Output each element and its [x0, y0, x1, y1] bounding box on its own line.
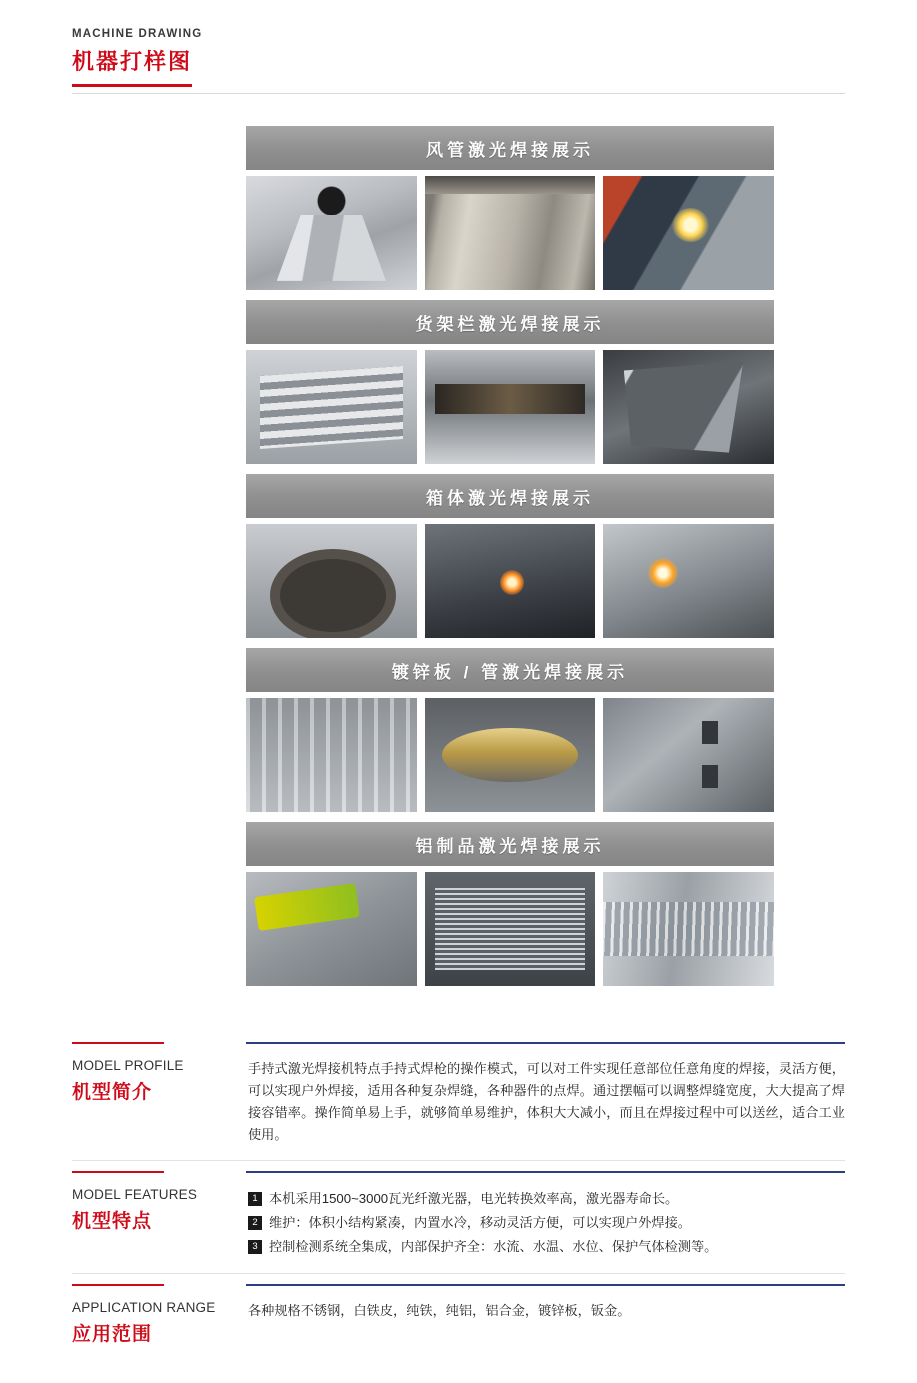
gallery-row	[246, 698, 774, 812]
gallery-group	[246, 300, 774, 464]
info-sections	[72, 1032, 845, 1360]
gallery-photo	[425, 350, 596, 464]
gallery-photo	[425, 524, 596, 638]
gallery-photo	[246, 872, 417, 986]
gallery-photo	[603, 350, 774, 464]
gallery-row	[246, 176, 774, 290]
section-body	[246, 1042, 845, 1146]
gallery-photo	[603, 176, 774, 290]
list-item-text: 维护：体积小结构紧凑，内置水冷，移动灵活方便，可以实现户外焊接。	[269, 1215, 691, 1230]
list-item	[248, 1235, 845, 1259]
section-label-en: APPLICATION RANGE	[72, 1300, 216, 1315]
gallery-group	[246, 474, 774, 638]
list-marker: 1	[248, 1192, 262, 1206]
list-item	[248, 1187, 845, 1211]
header-divider	[72, 93, 845, 94]
gallery-photo	[246, 350, 417, 464]
section-model-features	[72, 1160, 845, 1273]
section-label	[72, 1284, 246, 1346]
list-item-text: 本机采用1500~3000瓦光纤激光器，电光转换效率高，激光器寿命长。	[269, 1191, 679, 1206]
section-label	[72, 1042, 246, 1146]
gallery-photo	[603, 698, 774, 812]
gallery-group-title: 货架栏激光焊接展示	[246, 300, 774, 344]
gallery-group-title: 箱体激光焊接展示	[246, 474, 774, 518]
gallery-group	[246, 648, 774, 812]
gallery-photo	[425, 872, 596, 986]
feature-list	[248, 1187, 845, 1259]
section-label-cn: 机型简介	[72, 1082, 153, 1103]
page-title-cn: 机器打样图	[72, 49, 193, 74]
section-label-en: MODEL PROFILE	[72, 1058, 184, 1073]
gallery-row	[246, 524, 774, 638]
gallery	[246, 126, 774, 996]
gallery-row	[246, 872, 774, 986]
section-label-cn: 机型特点	[72, 1211, 153, 1232]
list-item	[248, 1211, 845, 1235]
gallery-group	[246, 126, 774, 290]
section-application-range	[72, 1273, 845, 1360]
gallery-photo	[246, 176, 417, 290]
page-header	[72, 28, 845, 87]
section-label-en: MODEL FEATURES	[72, 1187, 198, 1202]
gallery-group-title: 铝制品激光焊接展示	[246, 822, 774, 866]
section-body	[246, 1284, 845, 1346]
list-item-text: 控制检测系统全集成，内部保护齐全：水流、水温、水位、保护气体检测等。	[269, 1239, 718, 1254]
gallery-photo	[425, 176, 596, 290]
gallery-photo	[603, 872, 774, 986]
list-marker: 3	[248, 1240, 262, 1254]
section-label-cn: 应用范围	[72, 1324, 153, 1345]
page-title-en: MACHINE DRAWING	[72, 28, 203, 40]
gallery-photo	[246, 524, 417, 638]
gallery-row	[246, 350, 774, 464]
section-model-profile	[72, 1032, 845, 1160]
section-label	[72, 1171, 246, 1259]
section-body	[246, 1171, 845, 1259]
header-accent-rule	[72, 84, 192, 87]
gallery-photo	[425, 698, 596, 812]
gallery-group-title: 镀锌板 / 管激光焊接展示	[246, 648, 774, 692]
gallery-group	[246, 822, 774, 986]
gallery-group-title: 风管激光焊接展示	[246, 126, 774, 170]
list-marker: 2	[248, 1216, 262, 1230]
section-paragraph: 各种规格不锈钢，白铁皮，纯铁，纯铝，铝合金，镀锌板，钣金。	[248, 1303, 631, 1318]
gallery-photo	[246, 698, 417, 812]
section-paragraph: 手持式激光焊接机特点手持式焊枪的操作模式，可以对工件实现任意部位任意角度的焊接，灵活方便，可以实现户外焊接，适用各种复杂焊缝，各种器件的点焊。通过摆幅可以调整焊缝宽度，大大提高了焊接容错率。操作简单易上手，就够简单易维护，体积大大减小，而且在焊接过程中可以送丝，适合工业使用。	[248, 1061, 845, 1142]
gallery-photo	[603, 524, 774, 638]
